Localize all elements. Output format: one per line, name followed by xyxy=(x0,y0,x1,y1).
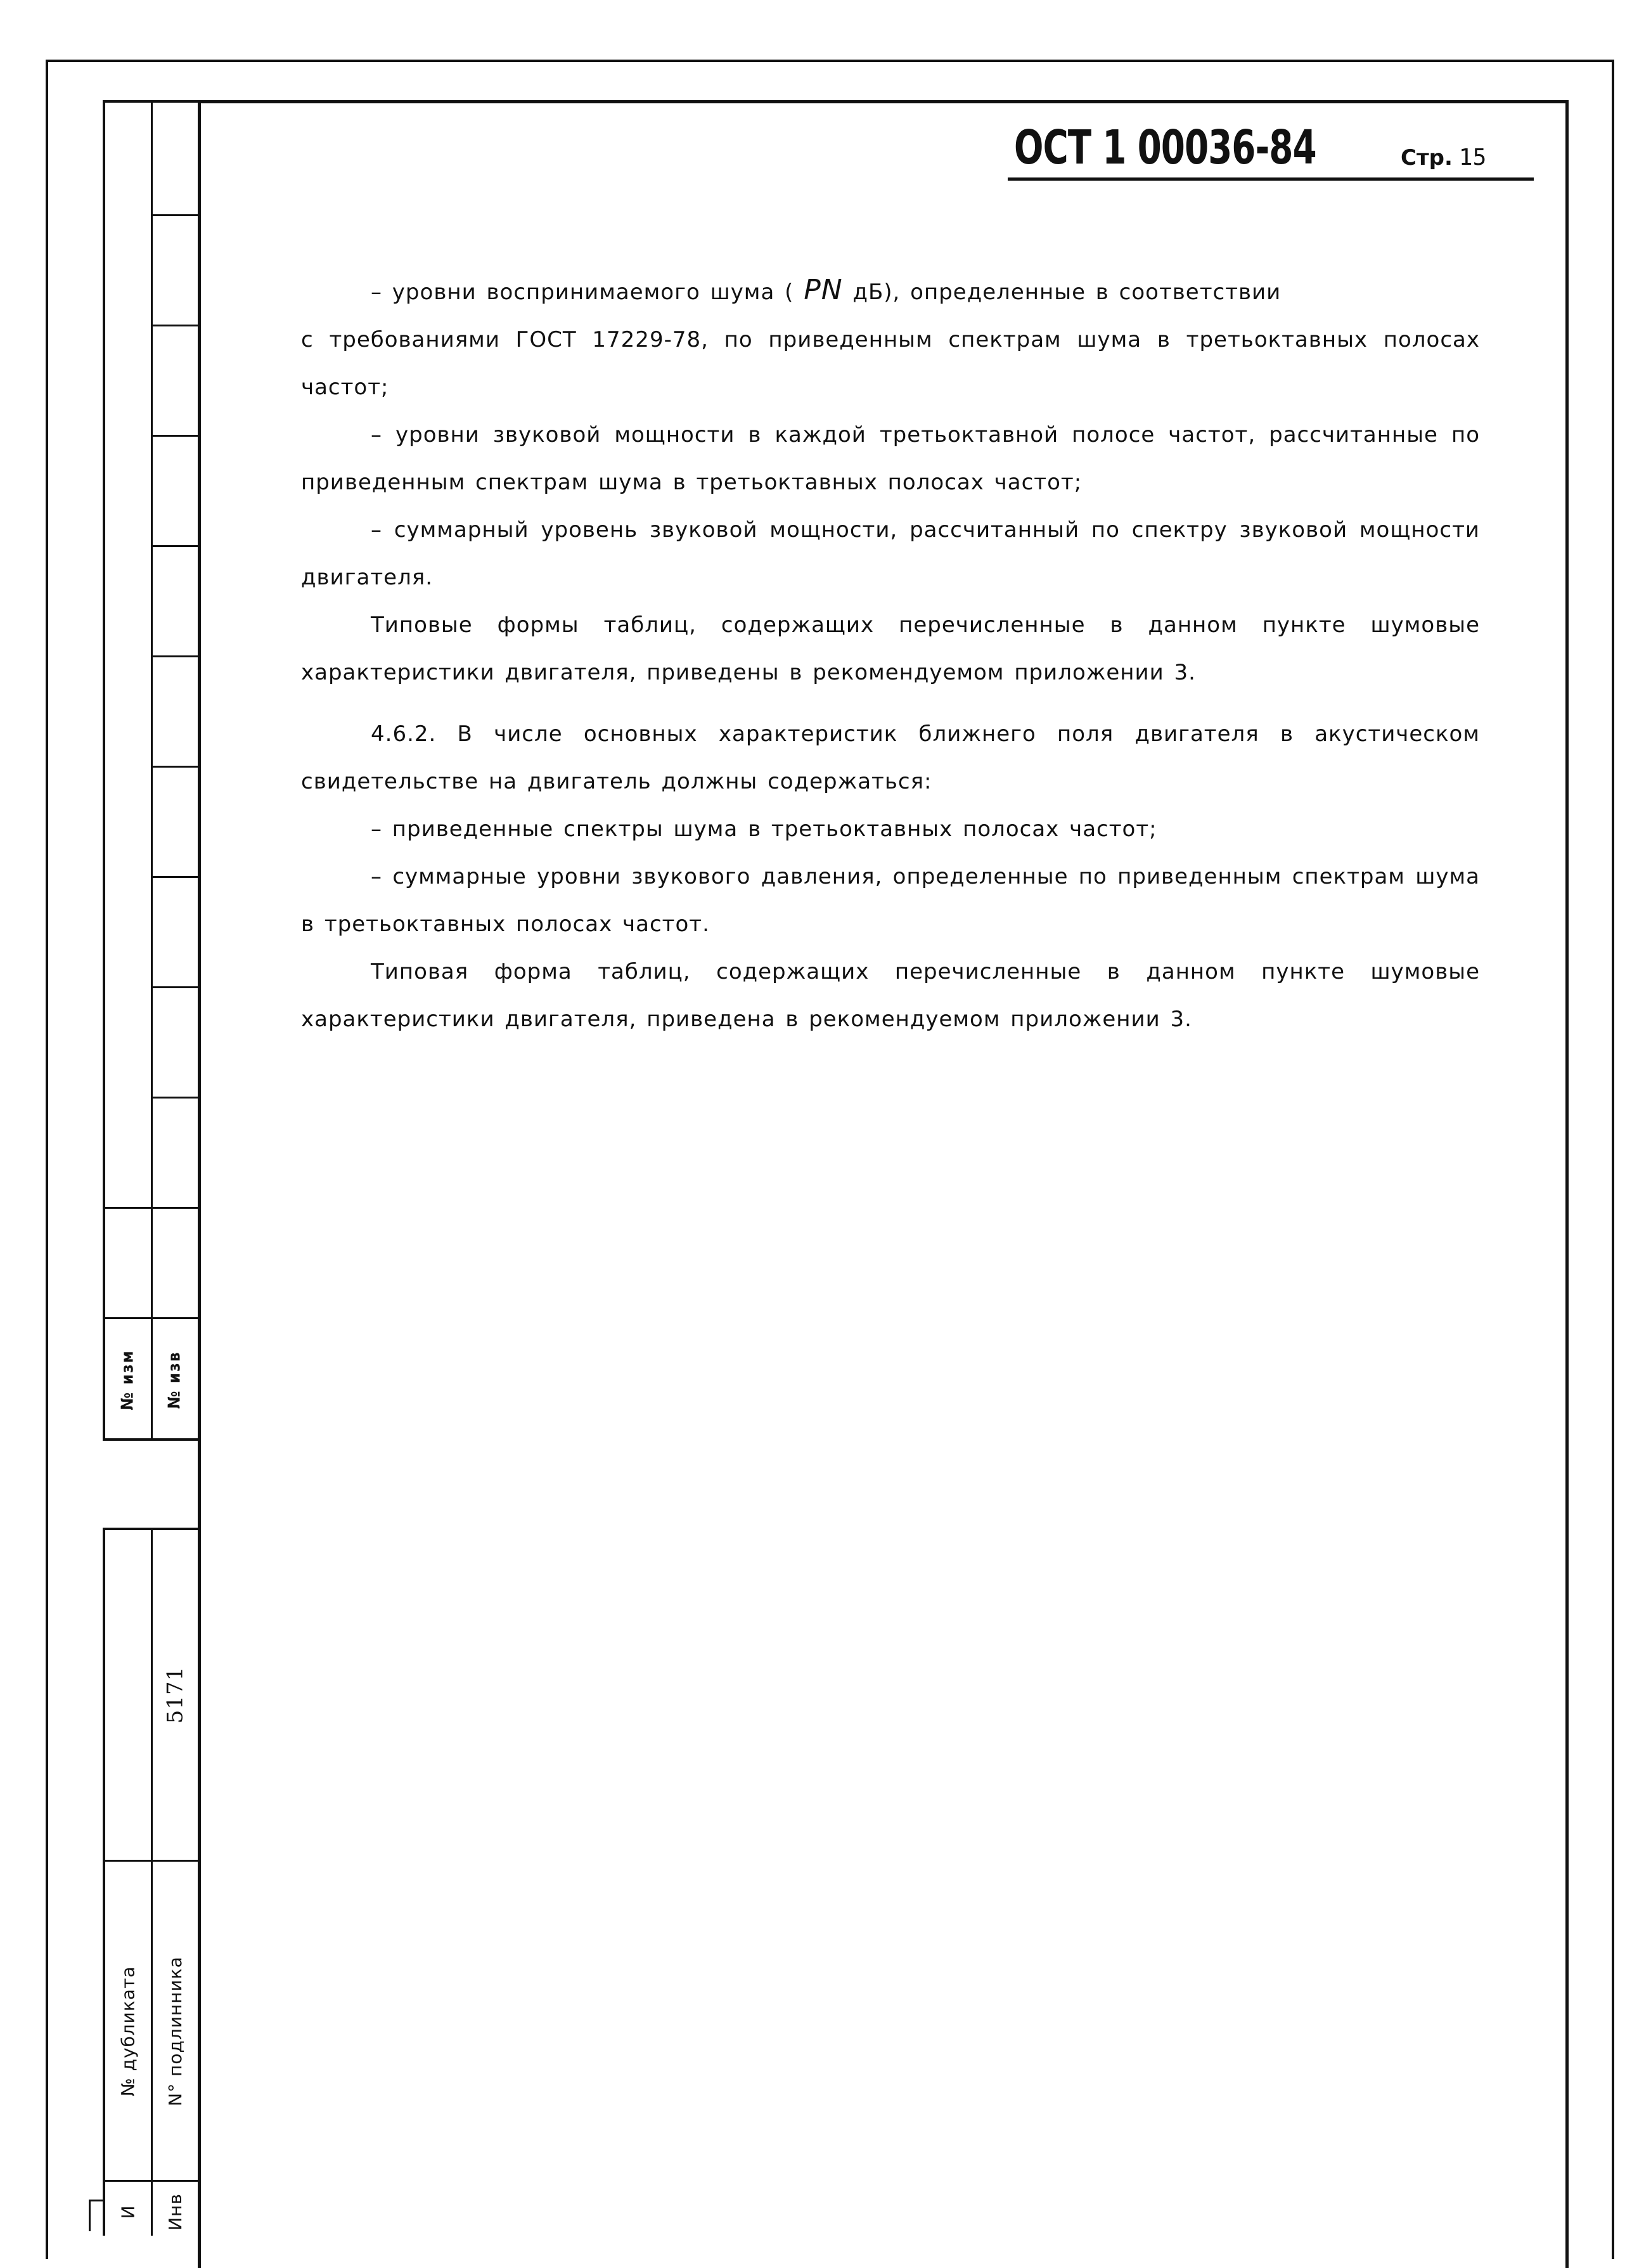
paragraph-section-4-6-2: 4.6.2. В числе основных характеристик ближнего поля двигателя в акустическом свидетельстве на двигатель должны содержаться: xyxy=(301,721,1480,794)
side-table-row-line xyxy=(105,1317,198,1319)
notice-number-label xyxy=(152,1326,198,1434)
side-table-row-line xyxy=(151,766,199,768)
i-label: И xyxy=(117,2205,139,2219)
revision-number-text: № изм xyxy=(119,1350,138,1410)
page-indicator xyxy=(1401,145,1486,171)
inv-label: Инв xyxy=(164,2193,186,2231)
side-table-row-line xyxy=(151,545,199,547)
paragraph-perceived-noise xyxy=(301,266,1480,316)
revision-number-label xyxy=(105,1326,151,1434)
inventory-side-table xyxy=(103,1528,198,2236)
side-table-row-line xyxy=(151,435,199,437)
lower-table-row-line xyxy=(105,1860,198,1862)
paragraph-total-sound-power: – суммарный уровень звуковой мощности, рассчитанный по спектру звуковой мощности двигателя. xyxy=(301,517,1480,590)
paragraph-perceived-noise-cont: с требованиями ГОСТ 17229-78, по приведенным спектрам шума в третьоктавных полосах частот; xyxy=(301,327,1480,400)
original-number-label: N° подлинника xyxy=(164,1956,186,2106)
paragraph-text: дБ), определенные в соответствии xyxy=(842,280,1282,305)
pn-symbol: PN xyxy=(804,274,843,306)
corner-bracket xyxy=(89,2200,103,2231)
side-table-row-line xyxy=(151,655,199,657)
paragraph-text: – уровни воспринимаемого шума ( xyxy=(371,280,804,305)
side-table-row-line xyxy=(151,986,199,988)
notice-number-text: № изв xyxy=(165,1351,185,1409)
duplicate-number-label-cell xyxy=(105,1898,151,2164)
paragraph-reduced-spectra: – приведенные спектры шума в третьоктавных полосах частот; xyxy=(371,816,1157,842)
side-table-row-line xyxy=(151,1097,199,1099)
header-underline xyxy=(1008,177,1534,181)
side-table-row-line xyxy=(151,214,199,216)
document-header xyxy=(1014,120,1540,177)
duplicate-number-label: № дубликата xyxy=(117,1966,139,2096)
original-number-label-cell xyxy=(152,1898,198,2164)
page-label: Стр. xyxy=(1401,145,1453,171)
document-body xyxy=(301,266,1480,1043)
side-table-row-line xyxy=(151,325,199,326)
paragraph-typical-form: Типовая форма таблиц, содержащих перечисленные в данном пункте шумовые характеристики двигателя, приведена в рекомендуемом приложении 3. xyxy=(301,959,1480,1032)
i-label-cell xyxy=(105,2186,151,2237)
paragraph-total-pressure-levels: – суммарные уровни звукового давления, определенные по приведенным спектрам шума в третьоктавных полосах частот. xyxy=(301,864,1480,937)
inventory-value-cell xyxy=(152,1556,198,1834)
inventory-number-value: 5171 xyxy=(162,1666,188,1724)
document-code: ОСТ 1 00036-84 xyxy=(1014,120,1316,175)
lower-table-row-line xyxy=(105,2180,198,2182)
side-table-row-line xyxy=(105,1207,198,1209)
page-number: 15 xyxy=(1458,145,1487,171)
inv-label-cell xyxy=(152,2186,198,2237)
paragraph-sound-power-levels: – уровни звуковой мощности в каждой третьоктавной полосе частот, рассчитанные по приведенным спектрам шума в третьоктавных полосах частот; xyxy=(301,422,1480,495)
paragraph-typical-forms: Типовые формы таблиц, содержащих перечисленные в данном пункте шумовые характеристики двигателя, приведены в рекомендуемом приложении 3. xyxy=(301,612,1480,685)
revision-side-table xyxy=(103,100,198,1441)
side-table-row-line xyxy=(151,876,199,878)
side-table-divider xyxy=(151,103,153,1438)
